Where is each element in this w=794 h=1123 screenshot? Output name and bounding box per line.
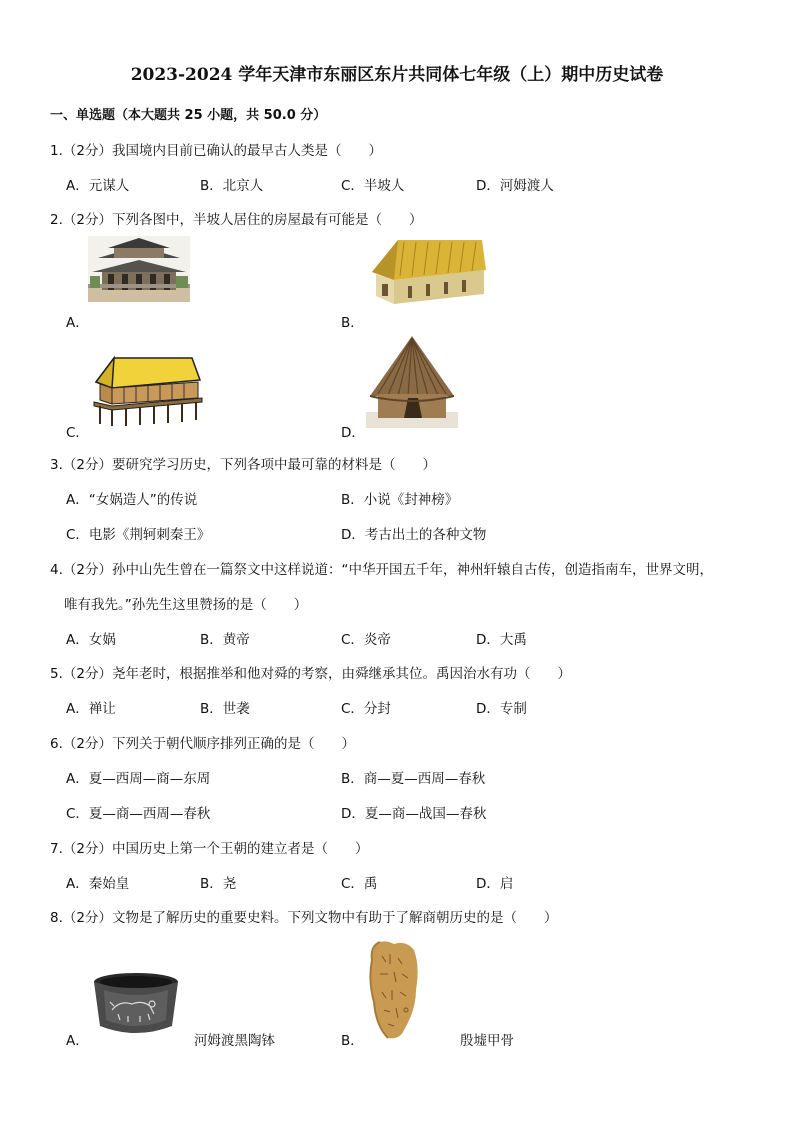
question-8-option-a[interactable]: A． <box>66 1033 89 1049</box>
question-5-option-d[interactable]: D．专制 <box>476 701 527 717</box>
question-1-option-d[interactable]: D．河姆渡人 <box>476 178 554 194</box>
question-5-option-a[interactable]: A．禅让 <box>66 701 116 717</box>
question-6-option-a[interactable]: A．夏—西周—商—东周 <box>66 771 211 787</box>
question-5-stem: 5.（2分）尧年老时，根据推举和他对舜的考察，由舜继承其位。禹因治水有功（ ） <box>50 666 571 682</box>
question-4-option-d[interactable]: D．大禹 <box>476 632 527 648</box>
question-4-option-b[interactable]: B．黄帝 <box>200 632 250 648</box>
question-1-stem: 1.（2分）我国境内目前已确认的最早古人类是（ ） <box>50 143 382 159</box>
exam-title: 2023-2024 学年天津市东丽区东片共同体七年级（上）期中历史试卷 <box>130 65 664 85</box>
question-4-option-a[interactable]: A．女娲 <box>66 632 116 648</box>
question-3-option-b[interactable]: B．小说《封神榜》 <box>341 492 459 508</box>
question-3-option-d[interactable]: D．考古出土的各种文物 <box>341 527 487 543</box>
question-8-caption-b: 殷墟甲骨 <box>460 1033 514 1049</box>
question-3-option-a[interactable]: A．“女娲造人”的传说 <box>66 492 198 508</box>
question-1-option-c[interactable]: C．半坡人 <box>341 178 405 194</box>
question-8-caption-a: 河姆渡黑陶钵 <box>194 1033 275 1049</box>
question-4-stem-continued: 唯有我先。”孙先生这里赞扬的是（ ） <box>64 597 308 613</box>
question-7-option-d[interactable]: D．启 <box>476 876 514 892</box>
question-6-option-c[interactable]: C．夏—商—西周—春秋 <box>66 806 211 822</box>
question-7-option-b[interactable]: B．尧 <box>200 876 237 892</box>
stilt-house-image[interactable] <box>92 354 204 426</box>
question-3-stem: 3.（2分）要研究学习历史，下列各项中最可靠的材料是（ ） <box>50 457 436 473</box>
question-4-option-c[interactable]: C．炎帝 <box>341 632 391 648</box>
thatched-longhouse-image[interactable] <box>364 236 490 310</box>
black-pottery-bowl-image[interactable] <box>90 970 182 1040</box>
question-3-option-c[interactable]: C．电影《荆轲刺秦王》 <box>66 527 211 543</box>
question-2-option-b[interactable]: B． <box>341 315 364 331</box>
section-heading: 一、单选题（本大题共 25 小题，共 50.0 分） <box>50 108 327 123</box>
question-8-option-b[interactable]: B． <box>341 1033 364 1049</box>
round-thatched-hut-image[interactable] <box>366 334 458 428</box>
question-2-option-d[interactable]: D． <box>341 425 365 441</box>
question-6-option-b[interactable]: B．商—夏—西周—春秋 <box>341 771 486 787</box>
question-7-stem: 7.（2分）中国历史上第一个王朝的建立者是（ ） <box>50 841 369 857</box>
question-1-option-a[interactable]: A．元谋人 <box>66 178 130 194</box>
question-2-option-a[interactable]: A． <box>66 315 89 331</box>
question-4-stem: 4.（2分）孙中山先生曾在一篇祭文中这样说道：“中华开国五千年，神州轩辕自古传，创造指南车，世界文明， <box>50 562 713 578</box>
question-7-option-a[interactable]: A．秦始皇 <box>66 876 130 892</box>
question-5-option-b[interactable]: B．世袭 <box>200 701 250 717</box>
question-6-option-d[interactable]: D．夏—商—战国—春秋 <box>341 806 487 822</box>
question-1-option-b[interactable]: B．北京人 <box>200 178 264 194</box>
question-7-option-c[interactable]: C．禹 <box>341 876 378 892</box>
question-6-stem: 6.（2分）下列关于朝代顺序排列正确的是（ ） <box>50 736 355 752</box>
oracle-bone-image[interactable] <box>366 940 422 1040</box>
question-2-stem: 2.（2分）下列各图中，半坡人居住的房屋最有可能是（ ） <box>50 212 423 228</box>
question-2-option-c[interactable]: C． <box>66 425 89 441</box>
palace-building-image[interactable] <box>88 236 190 302</box>
question-5-option-c[interactable]: C．分封 <box>341 701 391 717</box>
question-8-stem: 8.（2分）文物是了解历史的重要史料。下列文物中有助于了解商朝历史的是（ ） <box>50 910 558 926</box>
